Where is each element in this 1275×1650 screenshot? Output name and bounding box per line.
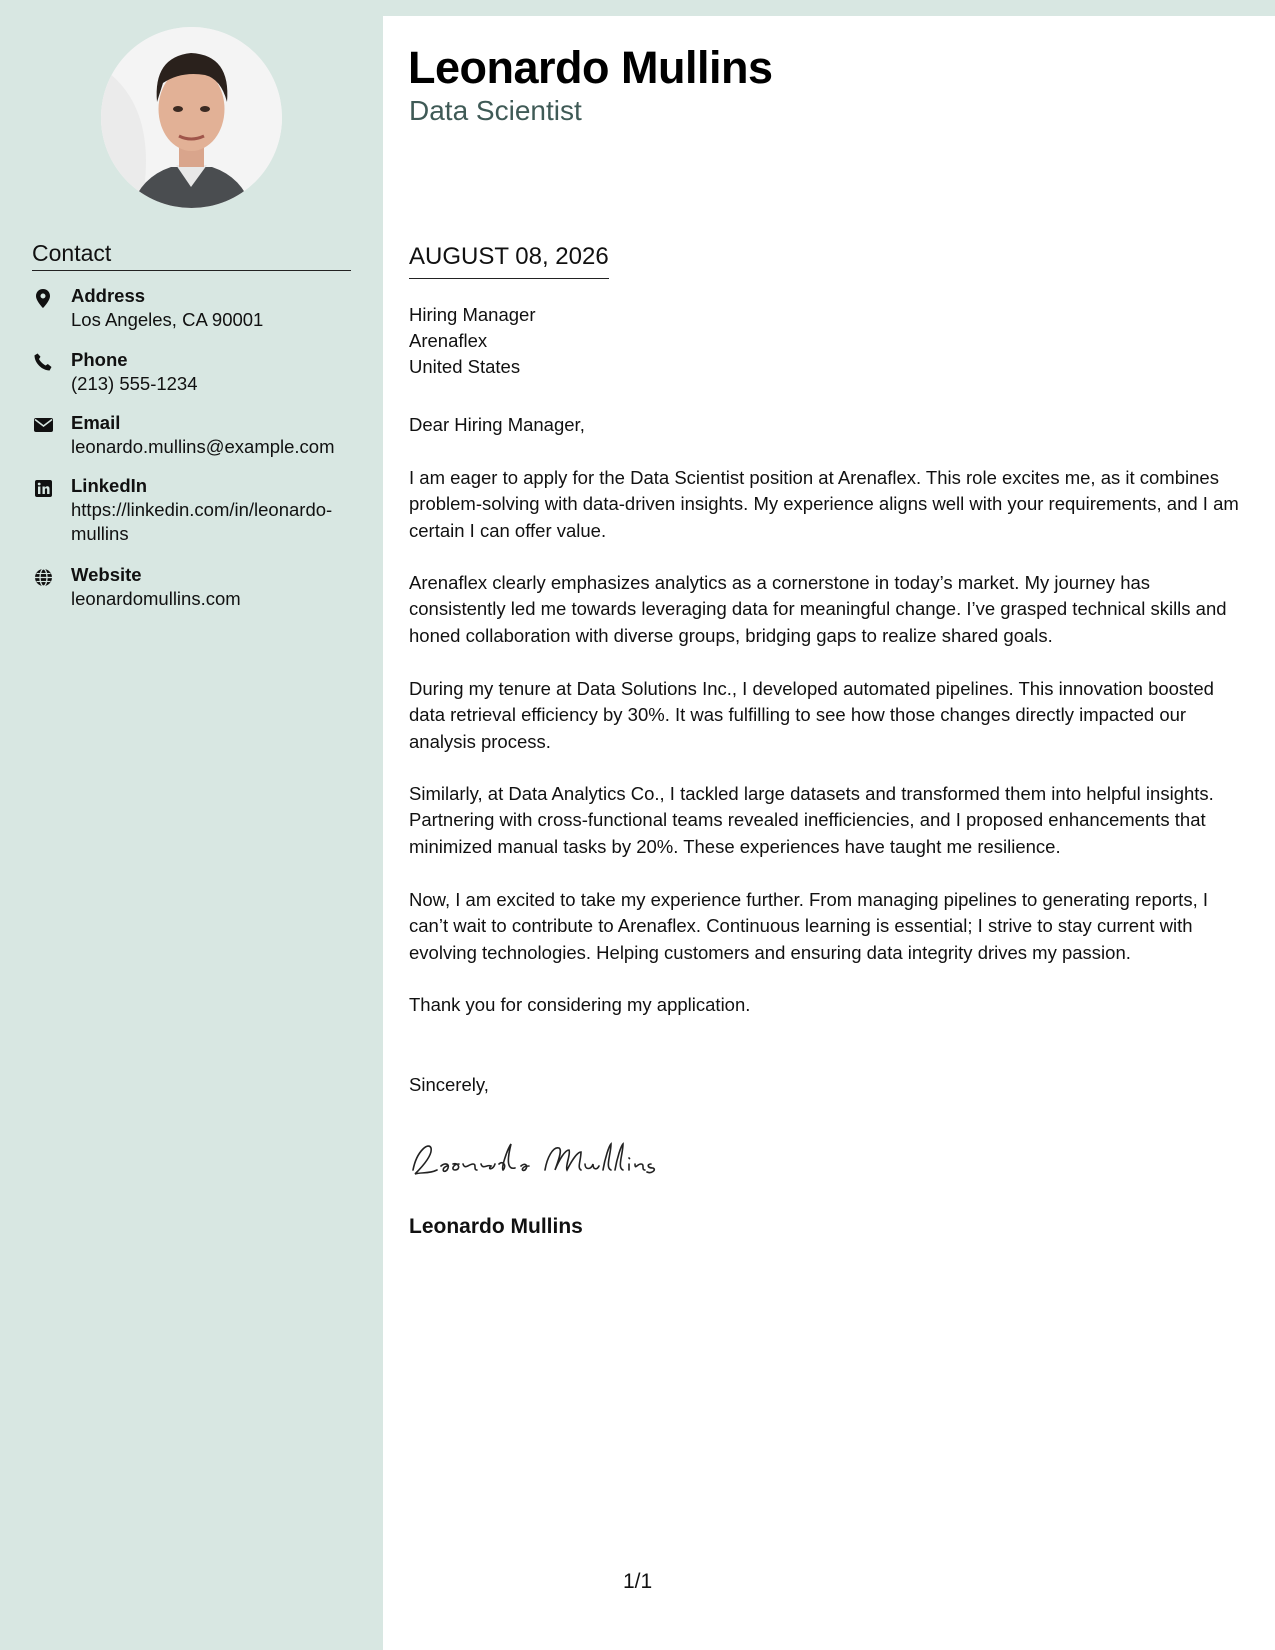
linkedin-label: LinkedIn xyxy=(71,475,148,496)
letter-date: AUGUST 08, 2026 xyxy=(409,242,609,279)
map-pin-icon xyxy=(32,287,54,309)
email-label: Email xyxy=(71,412,121,433)
paragraph: Similarly, at Data Analytics Co., I tackled large datasets and transformed them into helpful insights. Partnering with cross-functional teams revealed inefficiencies, and I proposed enhancements that minimized manual tasks by 20%. These experiences have taught me resilience. xyxy=(409,783,1214,857)
applicant-name: Leonardo Mullins xyxy=(408,42,773,93)
phone-icon xyxy=(32,351,54,373)
envelope-icon xyxy=(32,414,54,436)
phone-value: (213) 555-1234 xyxy=(71,373,198,394)
contact-heading: Contact xyxy=(32,238,351,271)
signature xyxy=(407,1130,677,1186)
salutation: Dear Hiring Manager, xyxy=(409,414,585,435)
recipient-name: Hiring Manager xyxy=(409,304,536,325)
website-value[interactable]: leonardomullins.com xyxy=(71,588,241,609)
linkedin-icon xyxy=(32,477,54,499)
website-label: Website xyxy=(71,564,142,585)
paragraph: Arenaflex clearly emphasizes analytics as a cornerstone in today’s market. My journey has consistently led me towards leveraging data for meaningful change. I’ve grasped technical skills and honed collaboration with diverse groups, bridging gaps to realize shared goals. xyxy=(409,572,1227,646)
job-title: Data Scientist xyxy=(409,95,582,126)
recipient-company: Arenaflex xyxy=(409,330,488,351)
profile-photo xyxy=(101,27,282,208)
recipient-block xyxy=(409,302,535,380)
letter-main xyxy=(383,16,1275,1650)
paragraph: I am eager to apply for the Data Scientist position at Arenaflex. This role excites me, as it combines problem-solving with data-driven insights. My experience aligns well with your requirements, and I am certain I can offer value. xyxy=(409,467,1239,541)
signed-name: Leonardo Mullins xyxy=(409,1215,583,1238)
page-number: 1/1 xyxy=(623,1570,653,1593)
linkedin-value[interactable]: https://linkedin.com/in/leonardo-mullins xyxy=(71,499,333,544)
paragraph: Thank you for considering my application. xyxy=(409,994,751,1015)
paragraph: During my tenure at Data Solutions Inc., I developed automated pipelines. This innovation boosted data retrieval efficiency by 30%. It was fulfilling to see how those changes directly impacted our analysis process. xyxy=(409,678,1214,752)
phone-label: Phone xyxy=(71,349,128,370)
globe-icon xyxy=(32,566,54,588)
closing: Sincerely, xyxy=(409,1074,489,1095)
address-value: Los Angeles, CA 90001 xyxy=(71,309,264,330)
address-label: Address xyxy=(71,285,146,306)
sidebar xyxy=(0,0,383,1650)
paragraph: Now, I am excited to take my experience further. From managing pipelines to generating reports, I can’t wait to contribute to Arenaflex. Continuous learning is essential; I strive to stay current with evolving technologies. Helping customers and ensuring data integrity drives my passion. xyxy=(409,889,1208,963)
avatar xyxy=(101,27,282,208)
recipient-country: United States xyxy=(409,356,521,377)
email-value[interactable]: leonardo.mullins@example.com xyxy=(71,436,335,457)
